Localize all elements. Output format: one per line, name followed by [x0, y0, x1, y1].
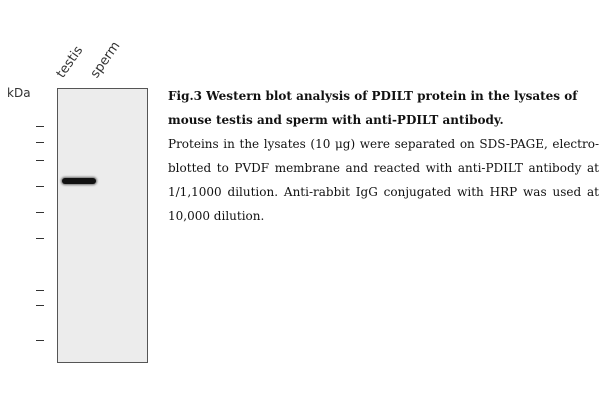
marker-tick [36, 160, 44, 161]
blot-membrane [57, 88, 148, 363]
figure-caption [168, 84, 599, 228]
caption-body: Proteins in the lysates (10 μg) were separated on SDS-PAGE, electro-blotted to PVDF membrane and reacted with anti-PDILT antibody at 1/1,1000 dilution. Anti-rabbit IgG conjugated with HRP was used at 10,000 dilution. [168, 137, 599, 223]
marker-tick [36, 126, 44, 127]
marker-tick [36, 290, 44, 291]
marker-tick [36, 142, 44, 143]
marker-tick [36, 212, 44, 213]
marker-tick [36, 186, 44, 187]
marker-tick [36, 340, 44, 341]
band-testis [62, 178, 96, 184]
marker-tick [36, 305, 44, 306]
unit-label: kDa [7, 86, 31, 100]
lane-label-testis: testis [53, 43, 87, 81]
lane-label-sperm: sperm [87, 38, 124, 81]
caption-title: Fig.3 Western blot analysis of PDILT protein in the lysates of mouse testis and sperm with anti-PDILT antibody. [168, 89, 578, 127]
marker-tick [36, 238, 44, 239]
